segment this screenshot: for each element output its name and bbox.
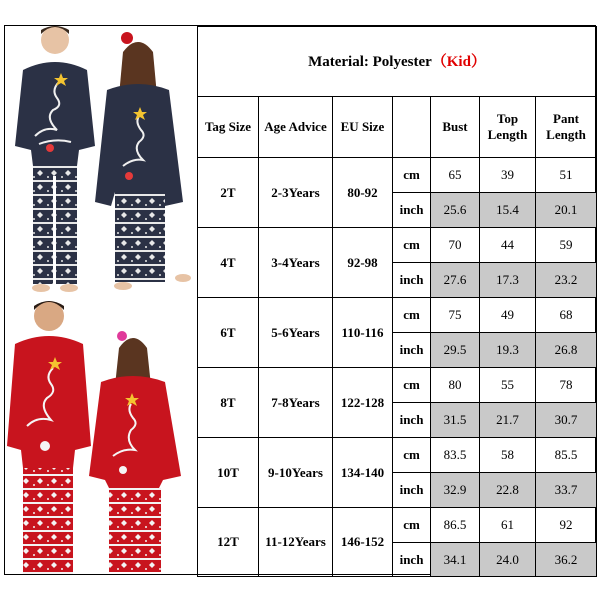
- top-length-cm-cell: 39: [480, 158, 536, 193]
- tag-size-cell: 10T: [198, 438, 259, 508]
- header-tag-size: Tag Size: [198, 97, 259, 158]
- tag-size-cell: 2T: [198, 158, 259, 228]
- bust-cm-cell: 80: [431, 368, 480, 403]
- pant-length-cm-cell: 68: [536, 298, 597, 333]
- tag-size-cell: 6T: [198, 298, 259, 368]
- unit-cm-cell: cm: [393, 508, 431, 543]
- table-row: [198, 298, 597, 333]
- header-top-length: Top Length: [480, 97, 536, 158]
- table-row: [198, 228, 597, 263]
- table-row: [198, 368, 597, 403]
- top-length-cm-cell: 55: [480, 368, 536, 403]
- title-row: [198, 27, 597, 97]
- unit-cm-cell: cm: [393, 228, 431, 263]
- eu-size-cell: 92-98: [333, 228, 393, 298]
- header-row: [198, 97, 597, 158]
- header-age-advice: Age Advice: [259, 97, 333, 158]
- eu-size-cell: 146-152: [333, 508, 393, 577]
- size-chart-table: [197, 26, 597, 577]
- pant-length-cm-cell: 85.5: [536, 438, 597, 473]
- unit-cm-cell: cm: [393, 438, 431, 473]
- pant-length-inch-cell: 36.2: [536, 543, 597, 577]
- table-title: [198, 27, 597, 97]
- product-photo: [5, 26, 196, 574]
- top-length-cm-cell: 61: [480, 508, 536, 543]
- pant-length-inch-cell: 20.1: [536, 193, 597, 228]
- unit-inch-cell: inch: [393, 403, 431, 438]
- tag-size-cell: 12T: [198, 508, 259, 577]
- bust-inch-cell: 29.5: [431, 333, 480, 368]
- age-advice-cell: 2-3Years: [259, 158, 333, 228]
- top-length-inch-cell: 17.3: [480, 263, 536, 298]
- unit-cm-cell: cm: [393, 158, 431, 193]
- pant-length-cm-cell: 51: [536, 158, 597, 193]
- top-length-cm-cell: 49: [480, 298, 536, 333]
- table-row: [198, 158, 597, 193]
- age-advice-cell: 5-6Years: [259, 298, 333, 368]
- header-pant-length: Pant Length: [536, 97, 597, 158]
- bust-cm-cell: 65: [431, 158, 480, 193]
- bust-inch-cell: 25.6: [431, 193, 480, 228]
- unit-inch-cell: inch: [393, 333, 431, 368]
- bust-cm-cell: 70: [431, 228, 480, 263]
- table-row: [198, 438, 597, 473]
- pant-length-inch-cell: 33.7: [536, 473, 597, 508]
- age-advice-cell: 3-4Years: [259, 228, 333, 298]
- eu-size-cell: 122-128: [333, 368, 393, 438]
- bust-cm-cell: 83.5: [431, 438, 480, 473]
- bust-inch-cell: 34.1: [431, 543, 480, 577]
- top-length-inch-cell: 24.0: [480, 543, 536, 577]
- top-length-inch-cell: 21.7: [480, 403, 536, 438]
- bust-inch-cell: 31.5: [431, 403, 480, 438]
- pant-length-inch-cell: 26.8: [536, 333, 597, 368]
- material-label: Material: Polyester: [308, 53, 432, 70]
- tag-size-cell: 8T: [198, 368, 259, 438]
- age-advice-cell: 11-12Years: [259, 508, 333, 577]
- product-photo-panel: [5, 26, 196, 574]
- pant-length-cm-cell: 92: [536, 508, 597, 543]
- pant-length-inch-cell: 23.2: [536, 263, 597, 298]
- bust-cm-cell: 75: [431, 298, 480, 333]
- eu-size-cell: 110-116: [333, 298, 393, 368]
- age-advice-cell: 7-8Years: [259, 368, 333, 438]
- header-bust: Bust: [431, 97, 480, 158]
- bust-inch-cell: 32.9: [431, 473, 480, 508]
- top-length-inch-cell: 22.8: [480, 473, 536, 508]
- header-eu-size: EU Size: [333, 97, 393, 158]
- pant-length-inch-cell: 30.7: [536, 403, 597, 438]
- unit-cm-cell: cm: [393, 368, 431, 403]
- top-length-cm-cell: 44: [480, 228, 536, 263]
- eu-size-cell: 80-92: [333, 158, 393, 228]
- unit-inch-cell: inch: [393, 543, 431, 577]
- unit-inch-cell: inch: [393, 473, 431, 508]
- top-length-inch-cell: 15.4: [480, 193, 536, 228]
- unit-inch-cell: inch: [393, 263, 431, 298]
- top-length-inch-cell: 19.3: [480, 333, 536, 368]
- top-length-cm-cell: 58: [480, 438, 536, 473]
- tag-size-cell: 4T: [198, 228, 259, 298]
- unit-cm-cell: cm: [393, 298, 431, 333]
- table-row: [198, 508, 597, 543]
- bust-inch-cell: 27.6: [431, 263, 480, 298]
- eu-size-cell: 134-140: [333, 438, 393, 508]
- bust-cm-cell: 86.5: [431, 508, 480, 543]
- pant-length-cm-cell: 59: [536, 228, 597, 263]
- pant-length-cm-cell: 78: [536, 368, 597, 403]
- unit-inch-cell: inch: [393, 193, 431, 228]
- header-unit: [393, 97, 431, 158]
- kid-label: （Kid）: [431, 53, 486, 70]
- age-advice-cell: 9-10Years: [259, 438, 333, 508]
